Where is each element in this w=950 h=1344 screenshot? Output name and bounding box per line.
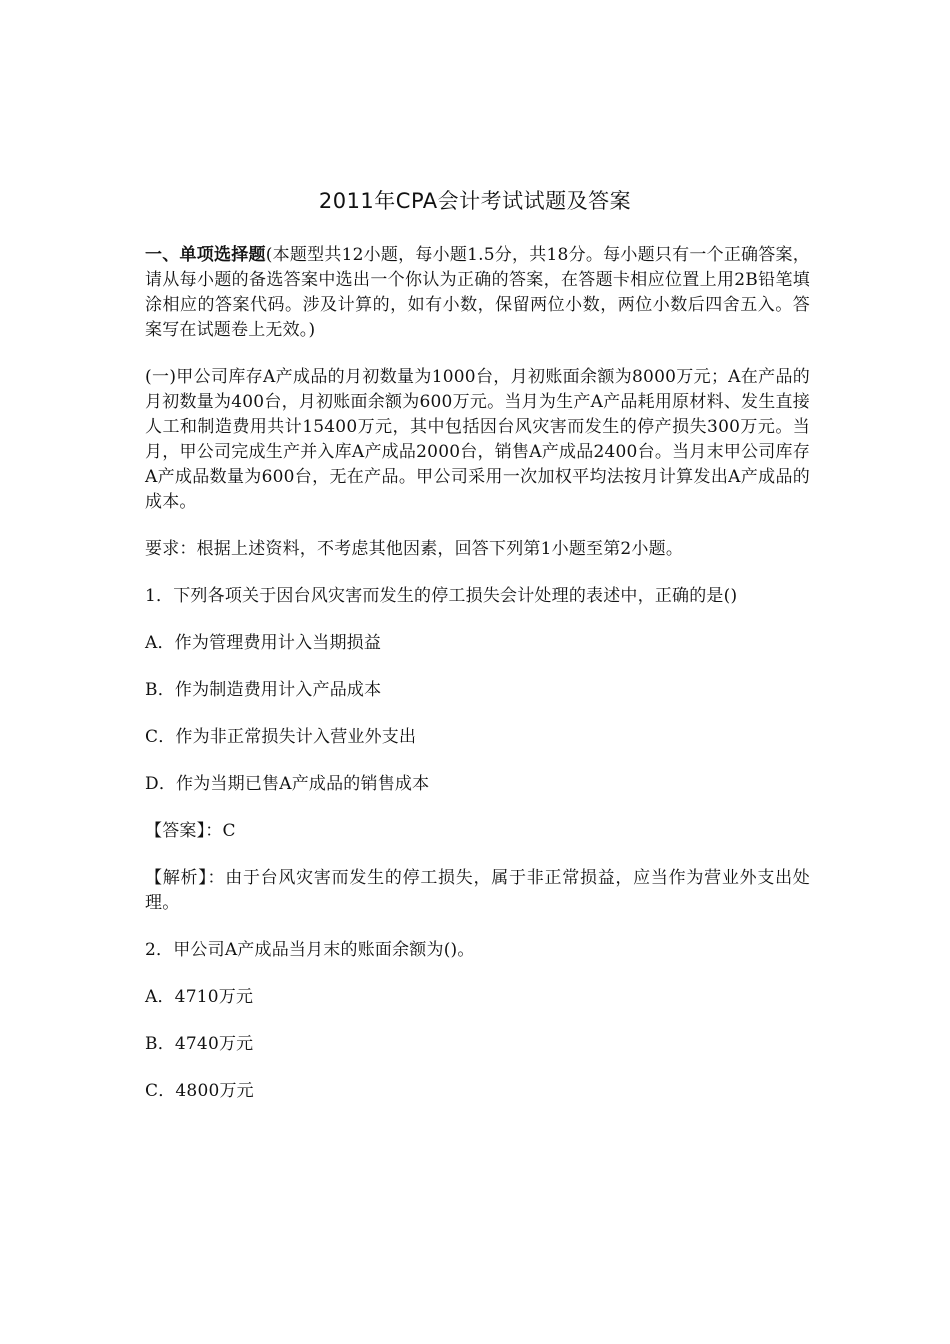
section-intro [145, 243, 810, 343]
section-heading: 一、单项选择题 [145, 245, 266, 265]
requirement-text: 要求：根据上述资料，不考虑其他因素，回答下列第1小题至第2小题。 [145, 539, 684, 559]
question-1-analysis [145, 866, 810, 916]
question-2-option-b: B．4740万元 [145, 1034, 254, 1054]
answer-value: C [222, 821, 236, 841]
question-2-option-c: C．4800万元 [145, 1081, 254, 1101]
analysis-label: 【解析】： [145, 868, 226, 888]
question-1-answer [145, 819, 810, 844]
question-2-stem: 2．甲公司A产成品当月末的账面余额为()。 [145, 940, 475, 960]
section-instructions: (本题型共12小题，每小题1.5分，共18分。每小题只有一个正确答案，请从每小题的备选答案中选出一个你认为正确的答案，在答题卡相应位置上用2B铅笔填涂相应的答案代码。涉及计算的，如有小数，保留两位小数，两位小数后四舍五入。答案写在试题卷上无效。) [145, 245, 810, 340]
document-title: 2011年CPA会计考试试题及答案 [318, 189, 632, 213]
question-1-option-b: B．作为制造费用计入产品成本 [145, 680, 382, 700]
document-body [145, 243, 810, 1126]
question-1-stem: 1．下列各项关于因台风灾害而发生的停工损失会计处理的表述中，正确的是() [145, 586, 738, 606]
question-2-option-a: A．4710万元 [145, 987, 254, 1007]
answer-label: 【答案】： [145, 821, 223, 841]
question-1-option-d: D．作为当期已售A产成品的销售成本 [145, 774, 430, 794]
case-description: (一)甲公司库存A产成品的月初数量为1000台，月初账面余额为8000万元；A在产品的月初数量为400台，月初账面余额为600万元。当月为生产A产品耗用原材料、发生直接人工和制造费用共计15400万元，其中包括因台风灾害而发生的停产损失300万元。当月，甲公司完成生产并入库A产成品2000台，销售A产成品2400台。当月末甲公司库存A产成品数量为600台，无在产品。甲公司采用一次加权平均法按月计算发出A产成品的成本。 [145, 367, 810, 512]
analysis-text: 由于台风灾害而发生的停工损失，属于非正常损益，应当作为营业外支出处理。 [145, 868, 811, 913]
question-1-option-a: A．作为管理费用计入当期损益 [145, 633, 382, 653]
question-1-option-c: C．作为非正常损失计入营业外支出 [145, 727, 417, 747]
